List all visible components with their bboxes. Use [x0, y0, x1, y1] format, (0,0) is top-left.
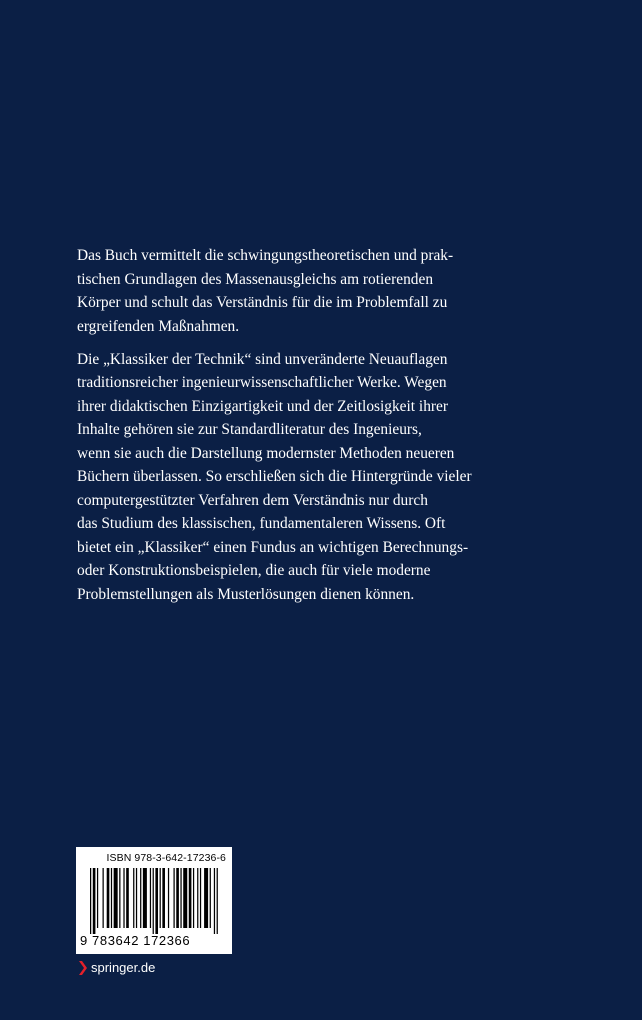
barcode-bar [162, 868, 165, 928]
text-line: Inhalte gehören sie zur Standardliteratur des Ingenieurs, [77, 421, 422, 438]
barcode-bar [143, 868, 147, 928]
barcode-bar [193, 868, 194, 928]
ean-digits: 9 783642 172366 [80, 933, 191, 948]
barcode-bar [180, 868, 181, 928]
barcode-bar [133, 868, 134, 928]
barcode-bar [204, 868, 208, 928]
blurb-paragraph-1 [77, 244, 517, 338]
barcode-bar [214, 868, 215, 934]
barcode-bar [136, 868, 137, 928]
text-line: Körper und schult das Verständnis für die im Problemfall zu [77, 294, 448, 311]
text-line: wenn sie auch die Darstellung modernster Methoden neueren [77, 444, 455, 462]
barcode-bar [217, 868, 218, 934]
chevron-right-icon [78, 961, 87, 975]
isbn-label: ISBN 978-3-642-17236-6 [106, 852, 226, 864]
barcode-bar [123, 868, 124, 928]
text-line: ihrer didaktischen Einzigartigkeit und der Zeitlosigkeit ihrer [77, 397, 448, 415]
publisher-logo [78, 960, 155, 975]
barcode-bar [176, 868, 179, 928]
barcode-bar [183, 868, 187, 928]
text-line: Büchern überlassen. So erschließen sich die Hintergründe vieler [77, 468, 472, 485]
blurb-text [77, 244, 517, 606]
barcode-bar [200, 868, 201, 928]
text-line: ergreifenden Maßnahmen. [77, 317, 240, 335]
barcode-bar [150, 868, 151, 928]
barcode-bar [173, 868, 174, 928]
barcode-bar [107, 868, 110, 928]
text-line: Problemstellungen als Musterlösungen dienen können. [77, 585, 415, 603]
barcode-bar [126, 868, 129, 928]
text-line: Die „Klassiker der Technik“ sind unveränderte Neuauflagen [77, 350, 448, 368]
barcode-bar [168, 868, 169, 928]
text-line: bietet ein „Klassiker“ einen Fundus an wichtigen Berechnungs- [77, 538, 469, 556]
text-line: oder Konstruktionsbeispielen, die auch für viele moderne [77, 562, 431, 579]
barcode-bars [90, 868, 218, 934]
blurb-paragraph-2 [77, 348, 517, 607]
barcode-bar [210, 868, 211, 928]
barcode-bar [160, 868, 161, 928]
barcode-bar [103, 868, 104, 928]
barcode-bar [155, 868, 158, 934]
barcode-bar [114, 868, 118, 928]
barcode-bar [111, 868, 112, 928]
isbn-barcode [76, 847, 232, 954]
barcode-bar [189, 868, 192, 928]
text-line: computergestützter Verfahren dem Verständnis nur durch [77, 491, 428, 509]
barcode-bar [153, 868, 154, 934]
publisher-label: springer.de [91, 960, 156, 975]
text-line: tischen Grundlagen des Massenausgleichs am rotierenden [77, 270, 434, 288]
text-line: das Studium des klassischen, fundamentaleren Wissens. Oft [77, 515, 446, 532]
barcode-bar [197, 868, 198, 928]
barcode-bar [93, 868, 96, 934]
barcode-bar [119, 868, 120, 928]
text-line: traditionsreicher ingenieurwissenschaftlicher Werke. Wegen [77, 374, 447, 391]
barcode-bar [97, 868, 98, 928]
barcode-bar [140, 868, 141, 928]
text-line: Das Buch vermittelt die schwingungstheoretischen und prak- [77, 247, 454, 264]
barcode-bar [90, 868, 91, 934]
